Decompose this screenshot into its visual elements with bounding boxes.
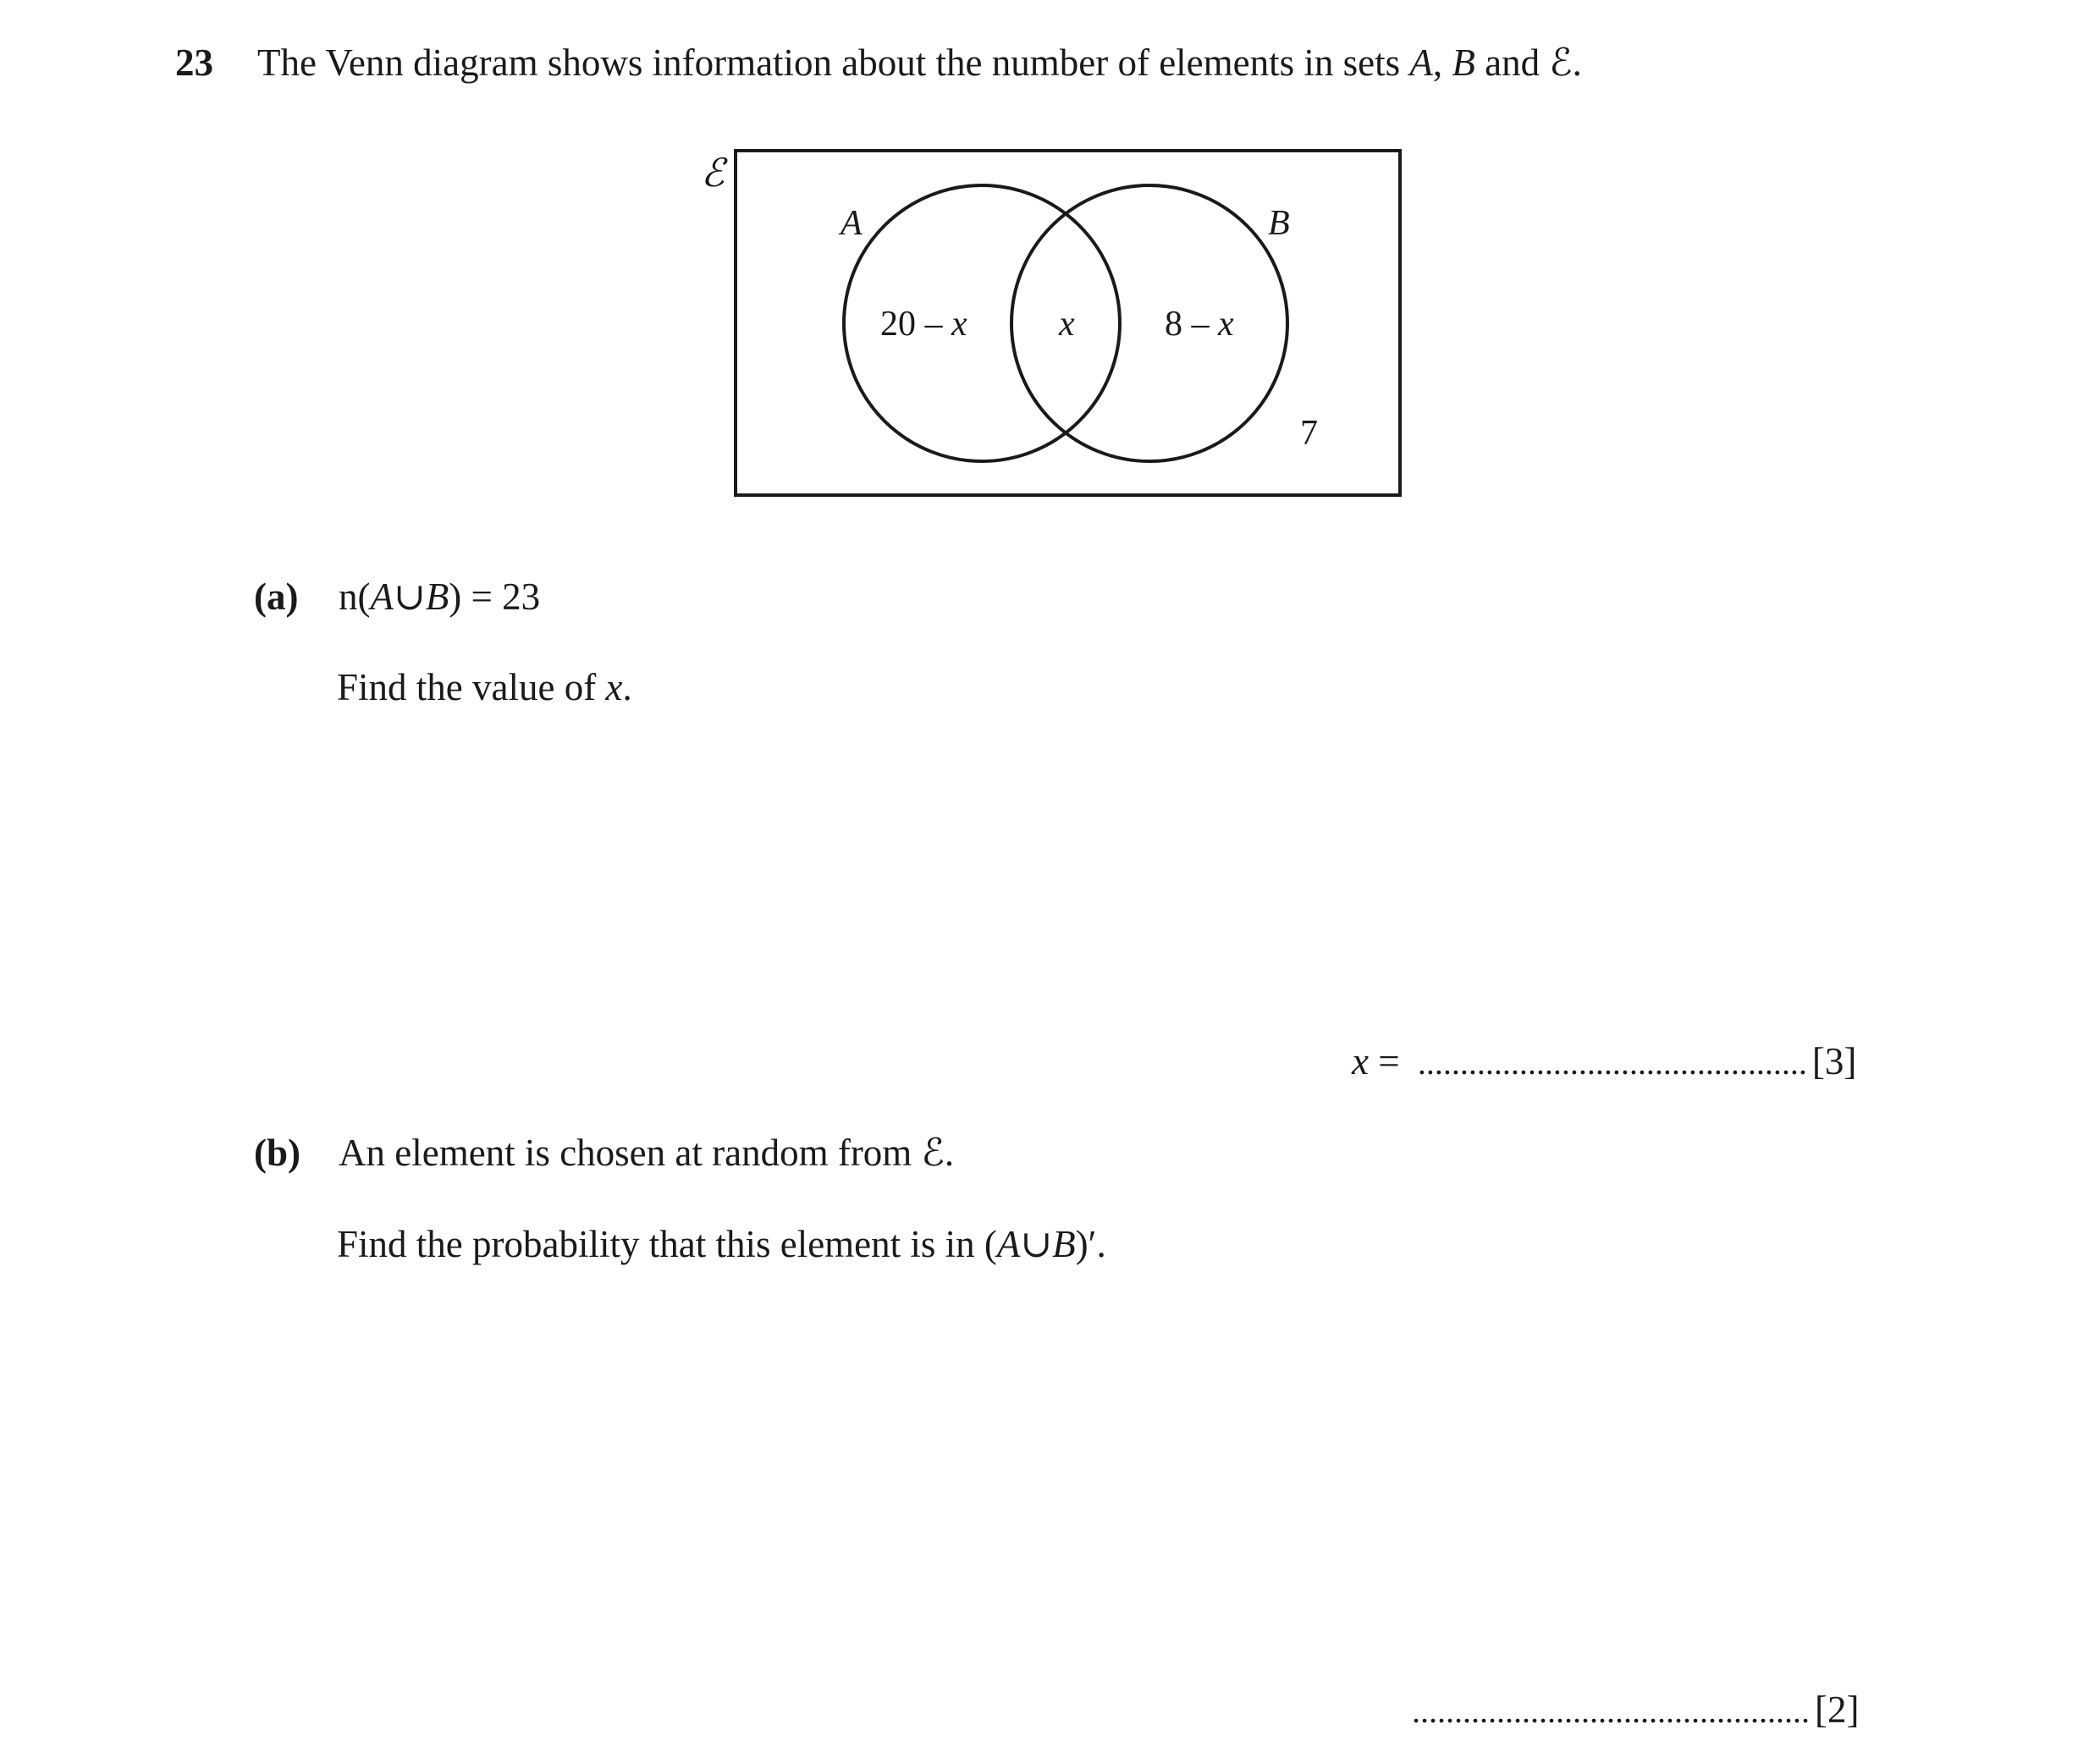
part-b-statement: An element is chosen at random from ℰ. xyxy=(339,1132,955,1174)
part-b-marks: [2] xyxy=(1815,1688,1860,1731)
set-b-label: B xyxy=(1268,204,1290,243)
universal-set-symbol: ℰ xyxy=(1549,41,1573,84)
part-b-label: (b) xyxy=(254,1132,300,1174)
set-b-ref: B xyxy=(1452,41,1475,84)
region-b-only: 8 – x xyxy=(1165,305,1234,344)
region-outside: 7 xyxy=(1300,414,1318,453)
set-b-circle xyxy=(1011,185,1287,461)
part-b-instruction: Find the probability that this element is in (A∪B)′. xyxy=(337,1223,1106,1265)
region-intersection: x xyxy=(1059,305,1075,344)
part-a-instruction: Find the value of x. xyxy=(337,666,632,708)
part-b-answer-space[interactable]: ............................................... xyxy=(1412,1692,1810,1730)
universal-set-label: ℰ xyxy=(701,151,725,195)
part-a-marks: [3] xyxy=(1811,1040,1857,1082)
part-b-answer-line[interactable] xyxy=(1412,1688,1860,1731)
part-a-answer-space[interactable]: .............................................. xyxy=(1417,1044,1807,1082)
part-a-given: n(A∪B) = 23 xyxy=(339,576,541,618)
part-a-label: (a) xyxy=(254,576,299,618)
question-number: 23 xyxy=(175,41,213,84)
set-a-label: A xyxy=(841,204,863,243)
set-a-ref: A xyxy=(1409,41,1433,84)
question-intro: The Venn diagram shows information about the number of elements in sets A, B and ℰ. xyxy=(257,41,1582,84)
region-a-only: 20 – x xyxy=(880,305,967,344)
venn-diagram xyxy=(677,135,1422,508)
part-a-answer-line[interactable]: x = .............................................. [3] xyxy=(1352,1040,1857,1082)
